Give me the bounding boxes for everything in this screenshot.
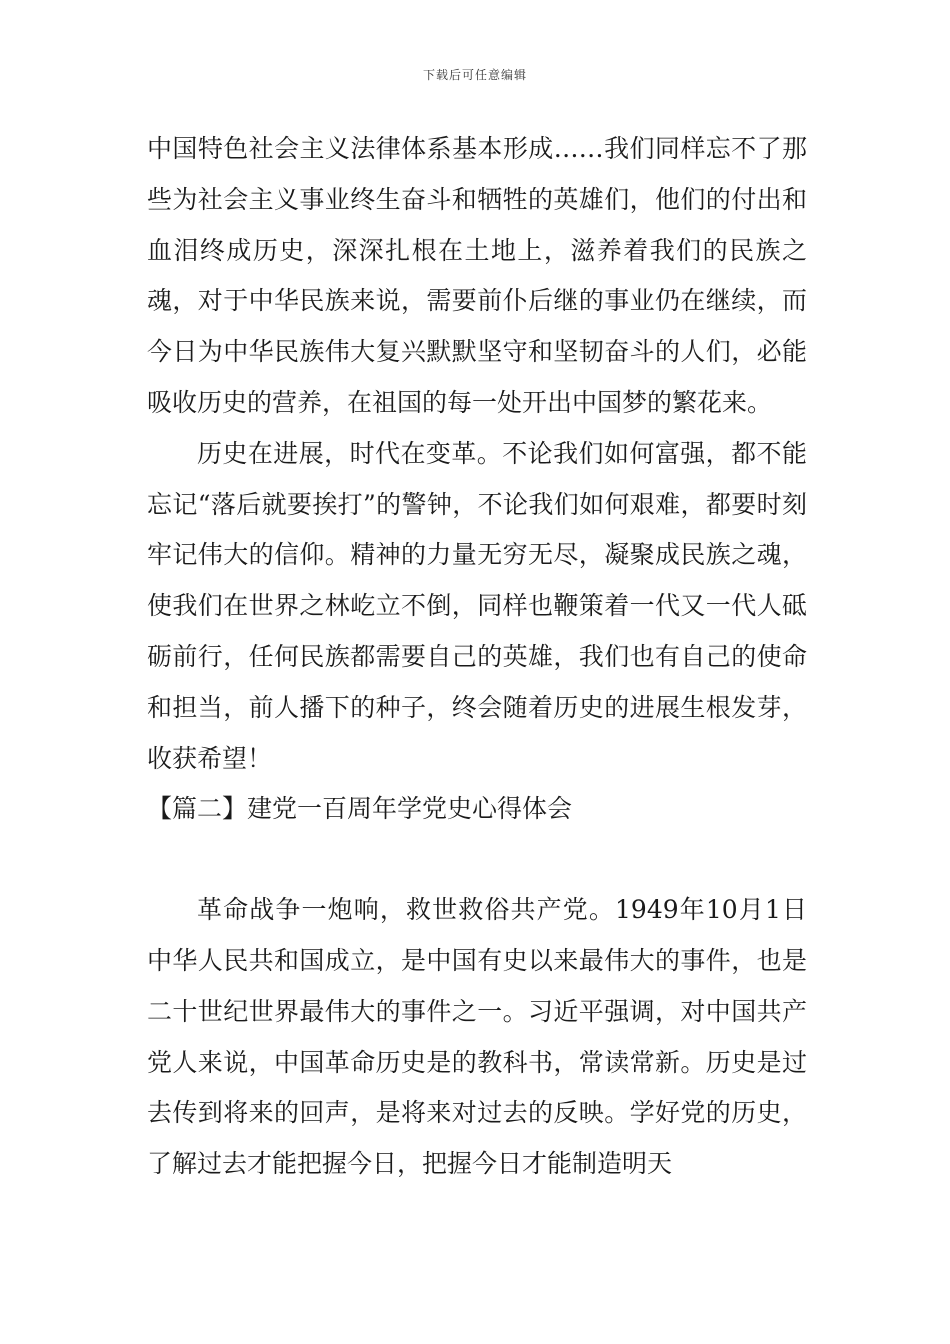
document-body [147, 124, 807, 1190]
paragraph-continuation: 中国特色社会主义法律体系基本形成……我们同样忘不了那些为社会主义事业终生奋斗和牺牲的英雄们，他们的付出和血泪终成历史，深深扎根在土地上，滋养着我们的民族之魂，对于中华民族来说，需要前仆后继的事业仍在继续，而今日为中华民族伟大复兴默默坚守和坚韧奋斗的人们，必能吸收历史的营养，在祖国的每一处开出中国梦的繁花来。 [147, 134, 807, 417]
paragraph-revolution: 革命战争一炮响，救世救俗共产党。1949年10月1日中华人民共和国成立，是中国有史以来最伟大的事件，也是二十世纪世界最伟大的事件之一。习近平强调，对中国共产党人来说，中国革命历史是的教科书，常读常新。历史是过去传到将来的回声，是将来对过去的反映。学好党的历史，了解过去才能把握今日，把握今日才能制造明天 [147, 895, 807, 1179]
section-heading: 【篇二】建党一百周年学党史心得体会 [147, 794, 573, 824]
section-spacer [147, 835, 807, 885]
header-note: 下载后可任意编辑 [422, 68, 527, 82]
paragraph-history: 历史在进展，时代在变革。不论我们如何富强，都不能忘记“落后就要挨打”的警钟，不论我们如何艰难，都要时刻牢记伟大的信仰。精神的力量无穷无尽，凝聚成民族之魂，使我们在世界之林屹立不倒，同样也鞭策着一代又一代人砥砺前行，任何民族都需要自己的英雄，我们也有自己的使命和担当，前人播下的种子，终会随着历史的进展生根发芽，收获希望！ [147, 438, 807, 773]
